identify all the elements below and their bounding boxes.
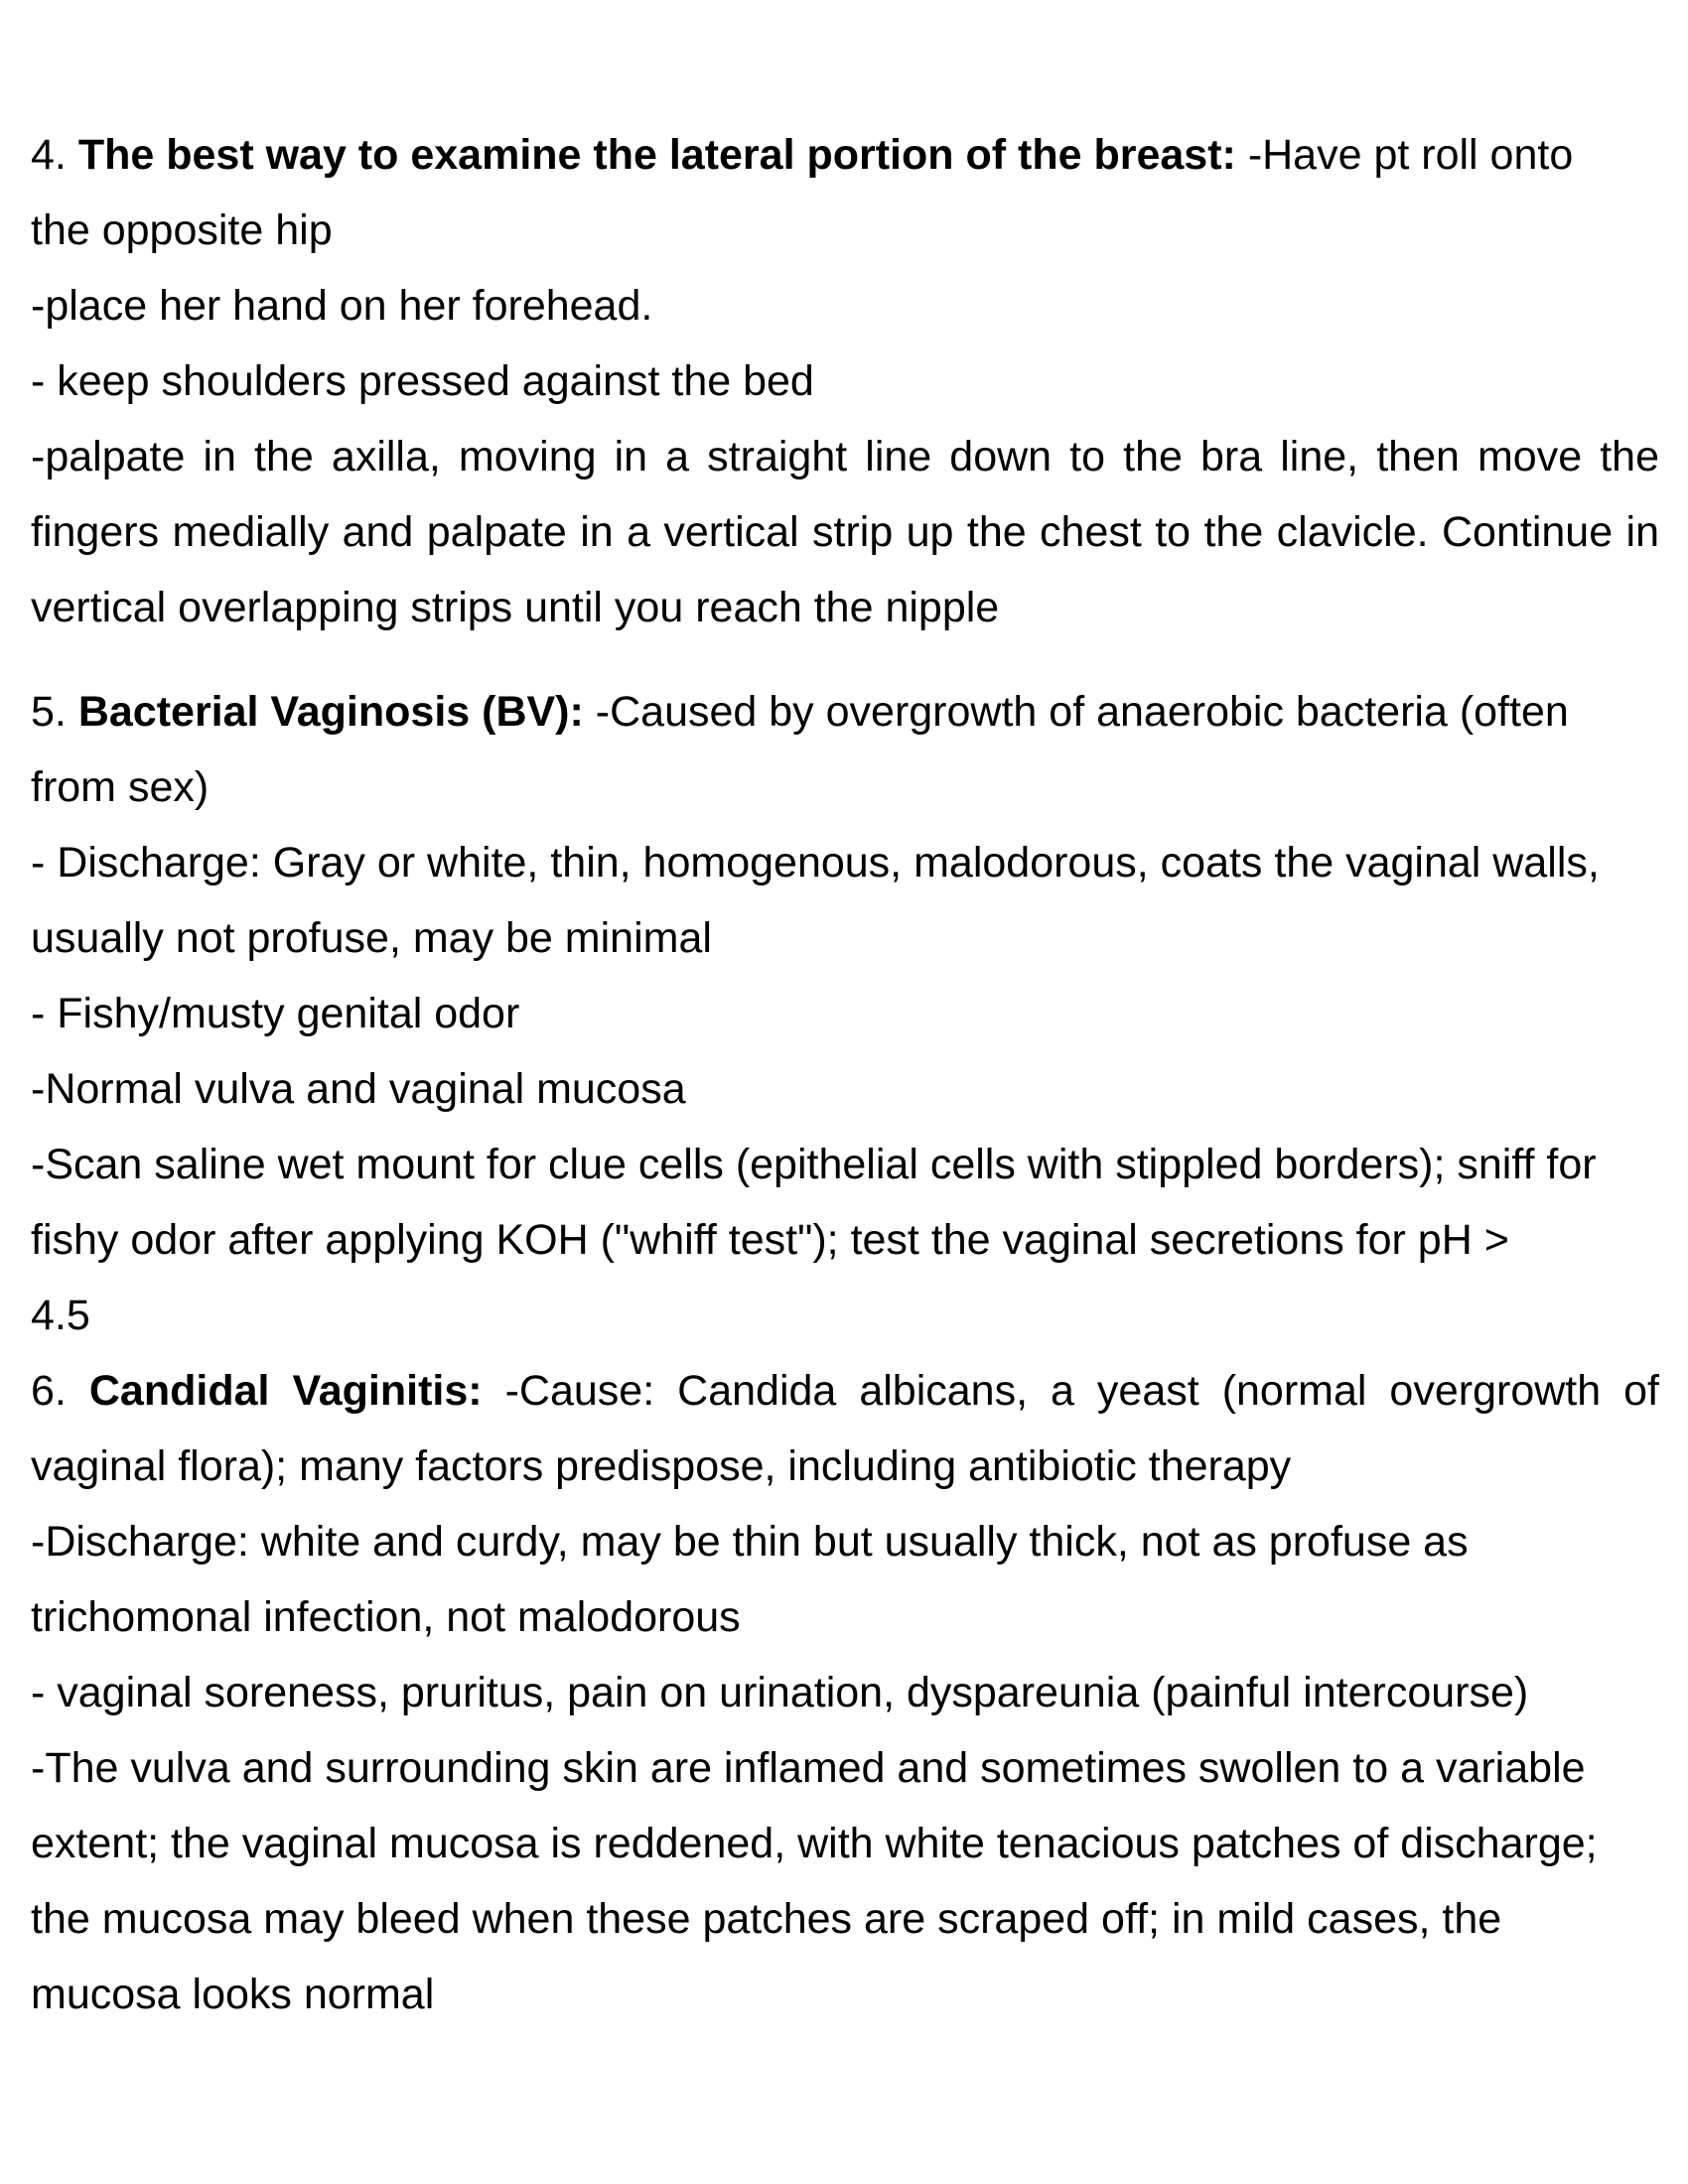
section-text: -Have pt roll onto (1247, 131, 1574, 179)
section-number: 6. (31, 1367, 67, 1415)
section-spacer (31, 645, 1659, 674)
section-text: -Caused by overgrowth of anaerobic bacteria (often (595, 688, 1569, 736)
section-text-line: fingers medially and palpate in a vertical strip up the chest to the clavicle. Continue in (31, 508, 1659, 556)
section-text-line: -The vulva and surrounding skin are inflamed and sometimes swollen to a variable (31, 1744, 1586, 1792)
section-text-line: mucosa looks normal (31, 1971, 435, 2018)
section-text-line: the mucosa may bleed when these patches are scraped off; in mild cases, the (31, 1895, 1502, 1943)
section-heading: Bacterial Vaginosis (BV): (77, 688, 584, 736)
section-text-line: fishy odor after applying KOH ("whiff test"); test the vaginal secretions for pH > (31, 1216, 1509, 1264)
document-page (31, 117, 1659, 2032)
section-number: 4. (31, 131, 67, 179)
section-text-line: 4.5 (31, 1292, 90, 1339)
section-text-line: - keep shoulders pressed against the bed (31, 357, 814, 405)
section-text-line: usually not profuse, may be minimal (31, 914, 712, 962)
section-5-heading-line (31, 674, 1659, 750)
section-number: 5. (31, 688, 67, 736)
section-text-line: trichomonal infection, not malodorous (31, 1593, 741, 1641)
section-text-line: from sex) (31, 763, 210, 811)
section-text-line: vaginal flora); many factors predispose, including antibiotic therapy (31, 1442, 1292, 1490)
section-text-line: -Scan saline wet mount for clue cells (epithelial cells with stippled borders); sniff for (31, 1141, 1597, 1188)
section-text-line: -Discharge: white and curdy, may be thin but usually thick, not as profuse as (31, 1518, 1469, 1566)
section-text-line: - Discharge: Gray or white, thin, homogenous, malodorous, coats the vaginal walls, (31, 839, 1600, 887)
section-text-line: the opposite hip (31, 206, 333, 254)
section-5 (31, 674, 1659, 1353)
section-text-line: -palpate in the axilla, moving in a straight line down to the bra line, then move the (31, 433, 1659, 480)
section-heading: The best way to examine the lateral portion of the breast: (77, 131, 1236, 179)
section-text-line: extent; the vaginal mucosa is reddened, with white tenacious patches of discharge; (31, 1820, 1598, 1867)
section-text-line: - vaginal soreness, pruritus, pain on urination, dyspareunia (painful intercourse) (31, 1669, 1529, 1716)
section-6 (31, 1353, 1659, 2032)
section-heading: Candidal Vaginitis: (88, 1367, 483, 1415)
section-text-line: vertical overlapping strips until you reach the nipple (31, 584, 1000, 631)
section-text-line: -place her hand on her forehead. (31, 282, 653, 330)
section-6-heading-line (31, 1353, 1659, 1429)
section-text-line: - Fishy/musty genital odor (31, 990, 520, 1037)
section-4-heading-line (31, 117, 1659, 193)
section-text: -Cause: Candida albicans, a yeast (normal overgrowth of (504, 1367, 1659, 1415)
section-4 (31, 117, 1659, 645)
section-text-line: -Normal vulva and vaginal mucosa (31, 1065, 686, 1113)
